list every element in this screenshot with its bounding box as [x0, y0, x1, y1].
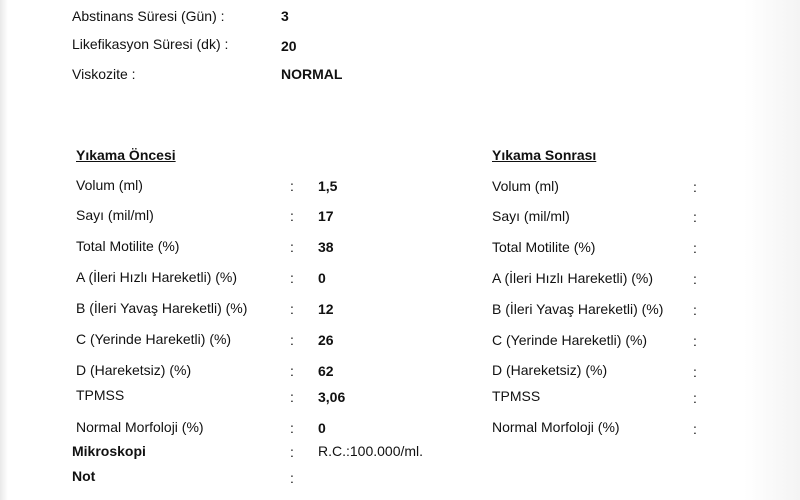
after-row-label: B (İleri Yavaş Hareketli) (%) — [492, 301, 664, 317]
after-row-label: TPMSS — [492, 388, 541, 404]
after-row-colon: : — [693, 390, 697, 406]
before-row-colon: : — [290, 332, 294, 348]
before-row-label: D (Hareketsiz) (%) — [76, 362, 192, 378]
before-row-label: A (İleri Hızlı Hareketli) (%) — [76, 269, 238, 285]
page-edge-shadow — [0, 0, 8, 500]
before-row-colon: : — [290, 389, 294, 405]
after-row-colon: : — [693, 240, 697, 256]
after-row-colon: : — [693, 179, 697, 195]
before-row-value: 3,06 — [318, 389, 346, 405]
mikroskopi-label: Mikroskopi — [72, 443, 146, 459]
before-row-label: B (İleri Yavaş Hareketli) (%) — [76, 300, 248, 316]
before-row-value: 0 — [318, 270, 326, 286]
after-row-label: Total Motilite (%) — [492, 239, 596, 255]
viskozite-label: Viskozite : — [72, 66, 136, 82]
before-row-label: TPMSS — [76, 387, 125, 403]
before-row-colon: : — [290, 270, 294, 286]
before-row-label: Total Motilite (%) — [76, 238, 180, 254]
mikroskopi-colon: : — [290, 444, 294, 460]
before-row-label: Sayı (mil/ml) — [76, 207, 154, 223]
likefikasyon-value: 20 — [281, 38, 297, 54]
abstinans-label: Abstinans Süresi (Gün) : — [72, 8, 225, 24]
before-row-label: C (Yerinde Hareketli) (%) — [76, 331, 232, 347]
before-row-colon: : — [290, 239, 294, 255]
before-row-value: 0 — [318, 420, 326, 436]
after-wash-title: Yıkama Sonrası — [492, 147, 597, 163]
after-row-label: Sayı (mil/ml) — [492, 208, 570, 224]
likefikasyon-label: Likefikasyon Süresi (dk) : — [72, 36, 229, 52]
after-row-colon: : — [693, 421, 697, 437]
before-row-colon: : — [290, 208, 294, 224]
after-row-label: Normal Morfoloji (%) — [492, 419, 620, 435]
after-row-label: A (İleri Hızlı Hareketli) (%) — [492, 270, 654, 286]
before-row-value: 12 — [318, 301, 334, 317]
after-row-colon: : — [693, 209, 697, 225]
before-row-colon: : — [290, 178, 294, 194]
abstinans-value: 3 — [281, 8, 289, 24]
viskozite-value: NORMAL — [281, 66, 343, 82]
after-row-colon: : — [693, 333, 697, 349]
before-row-value: 1,5 — [318, 178, 338, 194]
before-row-value: 62 — [318, 363, 334, 379]
not-label: Not — [72, 468, 96, 484]
after-row-colon: : — [693, 364, 697, 380]
after-row-colon: : — [693, 302, 697, 318]
before-row-value: 17 — [318, 208, 334, 224]
before-row-colon: : — [290, 420, 294, 436]
before-row-value: 26 — [318, 332, 334, 348]
after-row-label: D (Hareketsiz) (%) — [492, 362, 608, 378]
before-wash-title: Yıkama Öncesi — [76, 147, 176, 163]
before-row-colon: : — [290, 363, 294, 379]
before-row-colon: : — [290, 301, 294, 317]
before-row-label: Volum (ml) — [76, 177, 143, 193]
after-row-label: C (Yerinde Hareketli) (%) — [492, 332, 648, 348]
after-row-colon: : — [693, 271, 697, 287]
after-row-label: Volum (ml) — [492, 178, 559, 194]
not-colon: : — [290, 470, 294, 486]
before-row-label: Normal Morfoloji (%) — [76, 419, 204, 435]
before-row-value: 38 — [318, 239, 334, 255]
mikroskopi-value: R.C.:100.000/ml. — [318, 443, 424, 459]
